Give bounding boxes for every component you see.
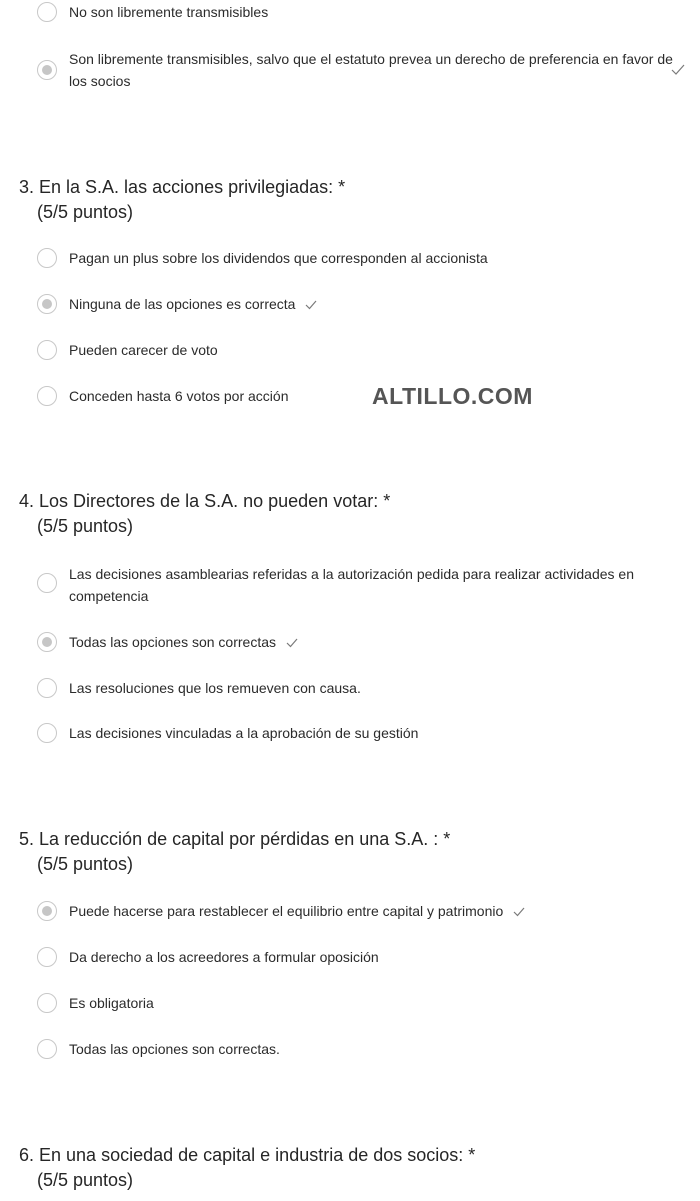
- radio-button[interactable]: [37, 723, 57, 743]
- radio-button-selected[interactable]: [37, 60, 57, 80]
- option-label: Ninguna de las opciones es correcta: [69, 296, 296, 312]
- radio-button[interactable]: [37, 573, 57, 593]
- question-points: (5/5 puntos): [37, 1170, 134, 1190]
- radio-button[interactable]: [37, 947, 57, 967]
- option-label: Todas las opciones son correctas: [69, 634, 276, 650]
- option-label: Conceden hasta 6 votos por acción: [69, 388, 289, 404]
- correct-check-icon: [305, 300, 317, 310]
- option-label: Da derecho a los acreedores a formular oposición: [69, 949, 379, 965]
- question-points: (5/5 puntos): [37, 202, 134, 222]
- radio-button[interactable]: [37, 993, 57, 1013]
- option-q5-4[interactable]: [37, 1038, 700, 1060]
- watermark-logo: ALTILLO.COM: [372, 383, 533, 409]
- radio-button-selected[interactable]: [37, 901, 57, 921]
- radio-button-selected[interactable]: [37, 632, 57, 652]
- option-q3-1[interactable]: [37, 247, 700, 269]
- option-q4-3[interactable]: [37, 677, 700, 699]
- radio-button[interactable]: [37, 2, 57, 22]
- option-label: Las decisiones asamblearias referidas a la autorización pedida para realizar actividades en competencia: [69, 566, 634, 604]
- radio-button[interactable]: [37, 248, 57, 268]
- question-title: 3. En la S.A. las acciones privilegiadas: *: [19, 177, 346, 197]
- option-q5-2[interactable]: [37, 946, 700, 968]
- option-q3-3[interactable]: [37, 339, 700, 361]
- option-label: Las decisiones vinculadas a la aprobación de su gestión: [69, 725, 419, 741]
- option-label: Son libremente transmisibles, salvo que el estatuto prevea un derecho de preferencia en favor de los socios: [69, 51, 673, 89]
- question-points: (5/5 puntos): [37, 516, 134, 536]
- question-points: (5/5 puntos): [37, 854, 134, 874]
- option-label: Puede hacerse para restablecer el equilibrio entre capital y patrimonio: [69, 903, 504, 919]
- option-q2-2[interactable]: [37, 48, 700, 92]
- question-title: 6. En una sociedad de capital e industria de dos socios: *: [19, 1145, 476, 1165]
- radio-button[interactable]: [37, 1039, 57, 1059]
- correct-check-icon: [513, 907, 525, 917]
- option-label: Pagan un plus sobre los dividendos que corresponden al accionista: [69, 250, 488, 266]
- option-label: Todas las opciones son correctas.: [69, 1041, 280, 1057]
- correct-check-icon: [671, 64, 685, 76]
- radio-button[interactable]: [37, 340, 57, 360]
- option-label: No son libremente transmisibles: [69, 4, 269, 20]
- radio-button[interactable]: [37, 678, 57, 698]
- option-q3-4[interactable]: [37, 385, 700, 407]
- option-q2-1[interactable]: [37, 1, 700, 23]
- option-q3-2[interactable]: [37, 293, 700, 315]
- option-label: Es obligatoria: [69, 995, 154, 1011]
- option-label: Pueden carecer de voto: [69, 342, 218, 358]
- option-q5-1[interactable]: [37, 900, 700, 922]
- question-title: 5. La reducción de capital por pérdidas en una S.A. : *: [19, 829, 451, 849]
- radio-button[interactable]: [37, 386, 57, 406]
- option-label: Las resoluciones que los remueven con causa.: [69, 680, 361, 696]
- correct-check-icon: [286, 638, 298, 648]
- question-title: 4. Los Directores de la S.A. no pueden votar: *: [19, 491, 391, 511]
- radio-button-selected[interactable]: [37, 294, 57, 314]
- option-q4-4[interactable]: [37, 722, 700, 744]
- option-q4-2[interactable]: [37, 631, 700, 653]
- option-q4-1[interactable]: [37, 563, 700, 607]
- option-q5-3[interactable]: [37, 992, 700, 1014]
